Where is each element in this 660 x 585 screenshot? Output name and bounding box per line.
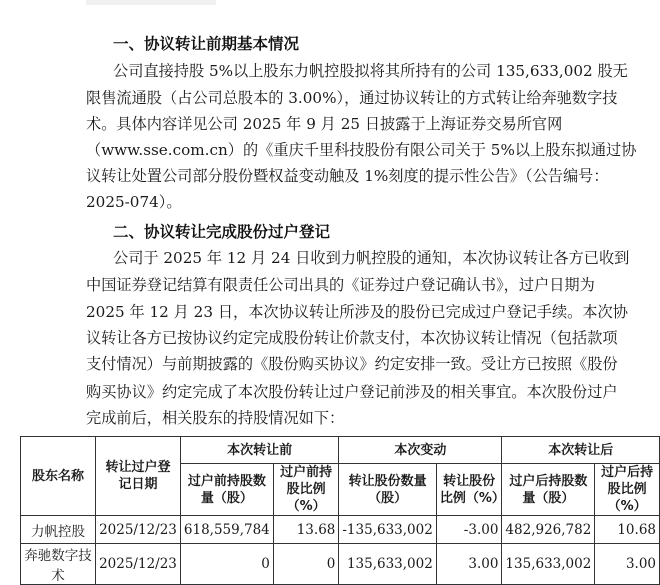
cell-before-qty: 0: [180, 544, 273, 585]
section-1-heading: 一、协议转让前期基本情况: [113, 35, 300, 53]
header-before-qty: 过户前持股数量（股）: [180, 464, 273, 516]
cell-change-qty: -135,633,002: [339, 516, 436, 544]
section-2-line: 支付情况）与前期披露的《股份购买协议》约定安排一致。受让方已按照《股份: [86, 355, 618, 373]
section-1-line: 限售流通股（占公司总股本的 3.00%），通过协议转让的方式转让给奔驰数字技: [86, 89, 618, 107]
section-2-line: 中国证券登记结算有限责任公司出具的《证券过户登记确认书》，过户日期为: [86, 276, 595, 294]
section-1-line: 议转让处置公司部分股份暨权益变动触及 1%刻度的提示性公告》（公告编号：: [86, 167, 609, 185]
header-group-after: 本次转让后: [502, 437, 660, 464]
section-2-line: 议转让各方已按协议约定完成股份转让价款支付，本次协议转让情况（包括款项: [86, 329, 618, 347]
cell-change-qty: 135,633,002: [339, 544, 436, 585]
header-before-pct: 过户前持股比例（%）: [273, 464, 339, 516]
cell-change-pct: 3.00: [436, 544, 502, 585]
header-group-change: 本次变动: [339, 437, 502, 464]
section-1-line: 术。具体内容详见公司 2025 年 9 月 25 日披露于上海证券交易所官网: [86, 115, 563, 133]
header-after-qty: 过户后持股数量（股）: [502, 464, 595, 516]
cell-before-pct: 0: [273, 544, 339, 585]
header-change-qty: 转让股份数量（股）: [339, 464, 436, 516]
section-2-line: 购买协议》约定完成了本次股份转让过户登记前涉及的相关事宜。本次股份过户: [86, 383, 618, 401]
cell-change-pct: -3.00: [436, 516, 502, 544]
section-2-heading: 二、协议转让完成股份过户登记: [113, 223, 331, 241]
cut-off-text-line: [86, 0, 216, 5]
header-transfer-date: 转让过户登记日期: [96, 437, 181, 516]
cell-after-qty: 135,633,002: [502, 544, 595, 585]
section-1-line: （www.sse.com.cn）的《重庆千里科技股份有限公司关于 5%以上股东拟通过协: [86, 141, 637, 159]
header-after-pct: 过户后持股比例（%）: [595, 464, 660, 516]
header-change-pct: 转让股份比例（%）: [436, 464, 502, 516]
cell-name: 奔驰数字技术: [21, 544, 96, 585]
header-shareholder-name: 股东名称: [21, 437, 96, 516]
cell-name: 力帆控股: [21, 516, 96, 544]
header-group-before: 本次转让前: [180, 437, 338, 464]
cell-after-qty: 482,926,782: [502, 516, 595, 544]
section-1-line: 2025-074）。: [86, 193, 182, 211]
section-2-line: 完成前后，相关股东的持股情况如下：: [86, 409, 345, 427]
cell-after-pct: 10.68: [595, 516, 660, 544]
section-2-line: 2025 年 12 月 23 日，本次协议转让所涉及的股份已完成过户登记手续。本次协: [86, 303, 628, 321]
cell-after-pct: 3.00: [595, 544, 660, 585]
cell-before-pct: 13.68: [273, 516, 339, 544]
cell-date: 2025/12/23: [96, 516, 181, 544]
table-row: [21, 516, 660, 544]
cell-before-qty: 618,559,784: [180, 516, 273, 544]
table-row: [21, 544, 660, 585]
section-1-line: 公司直接持股 5%以上股东力帆控股拟将其所持有的公司 135,633,002 股无: [113, 62, 628, 80]
cell-date: 2025/12/23: [96, 544, 181, 585]
section-2-line: 公司于 2025 年 12 月 24 日收到力帆控股的通知，本次协议转让各方已收到: [113, 249, 630, 267]
shareholding-table: [20, 436, 660, 585]
